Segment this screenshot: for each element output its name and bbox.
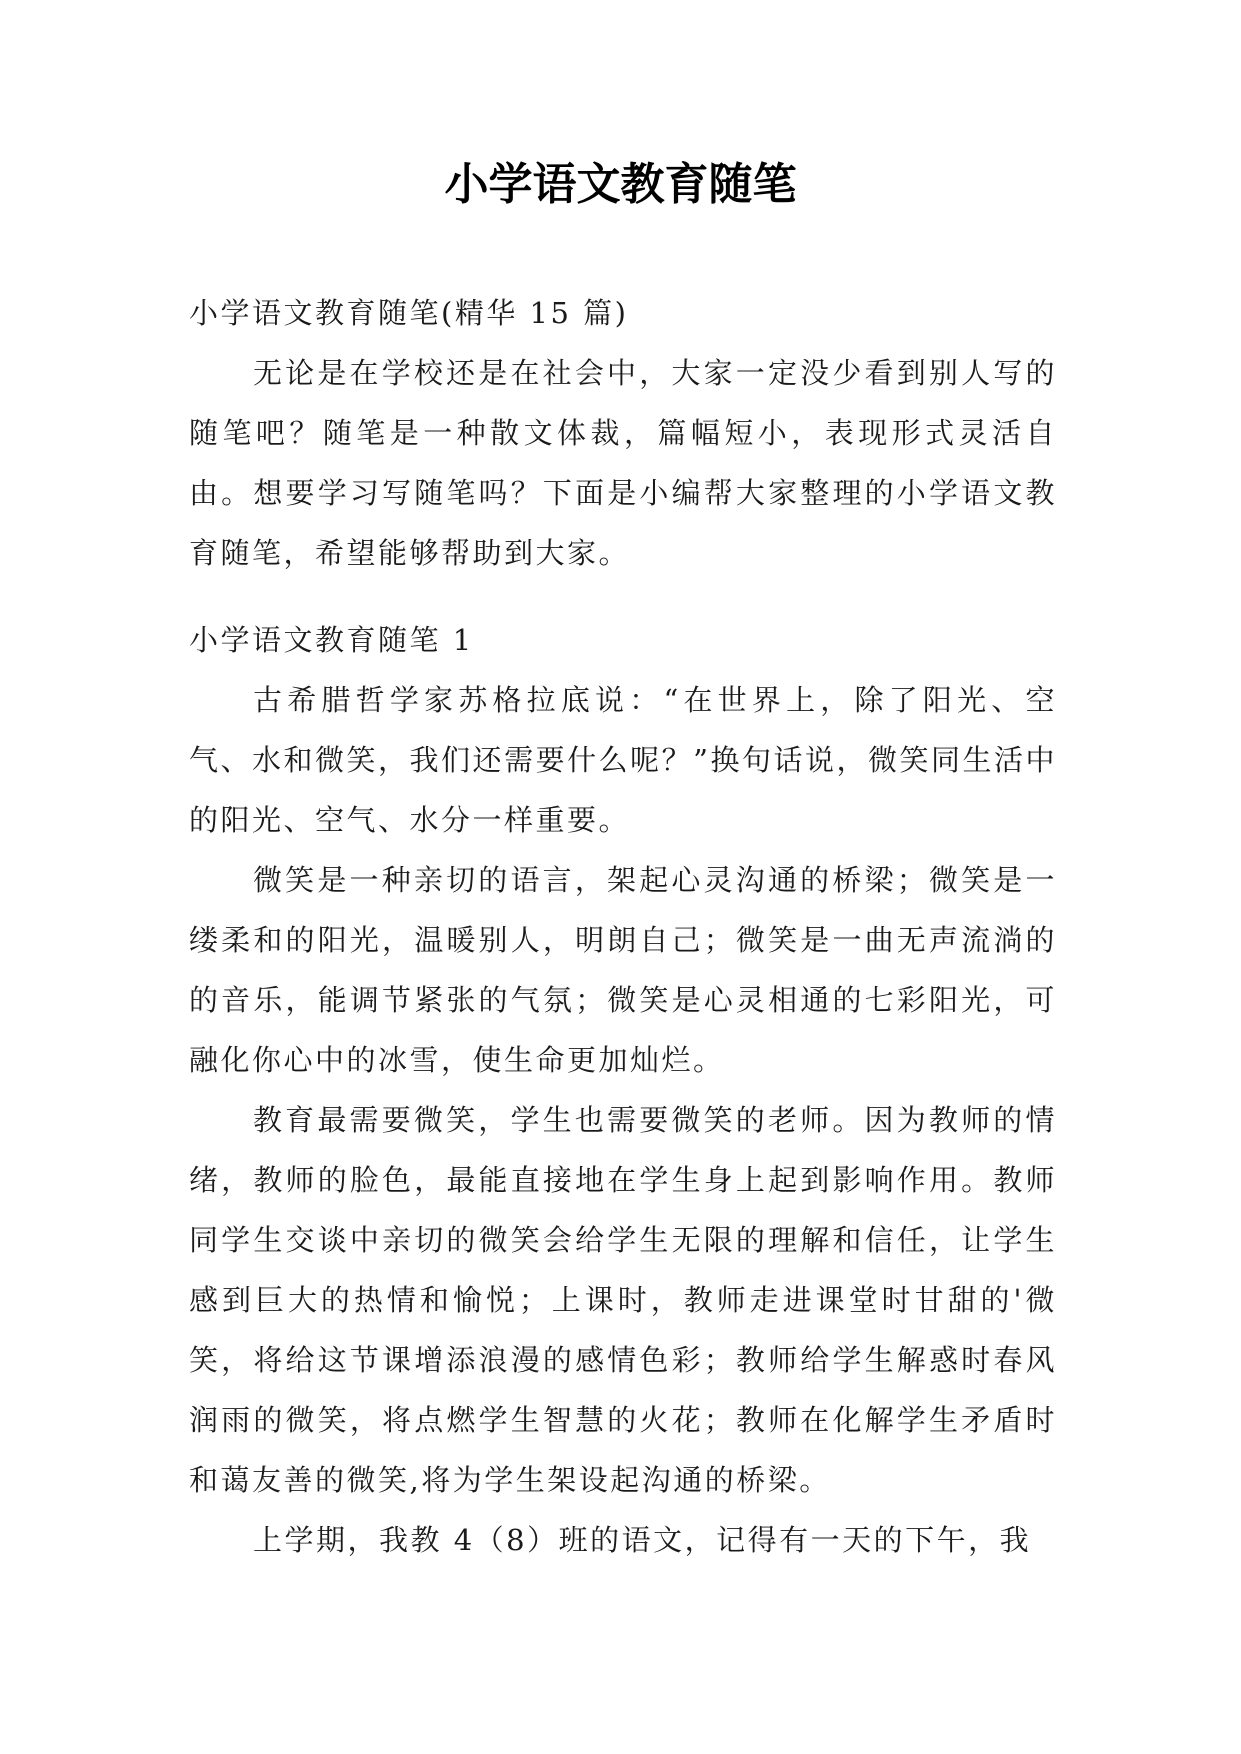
section-paragraph: 古希腊哲学家苏格拉底说：“在世界上，除了阳光、空气、水和微笑，我们还需要什么呢？”换句话说，微笑同生活中的阳光、空气、水分一样重要。 <box>189 683 1057 837</box>
document-title: 小学语文教育随笔 <box>444 159 797 210</box>
intro-block <box>189 283 1057 583</box>
section-heading: 小学语文教育随笔 1 <box>189 623 474 657</box>
section-paragraph: 上学期，我教 4（8）班的语文，记得有一天的下午，我 <box>253 1523 1032 1557</box>
section-1 <box>189 610 1057 1570</box>
intro-subtitle: 小学语文教育随笔(精华 15 篇) <box>189 296 629 330</box>
intro-paragraph: 无论是在学校还是在社会中，大家一定没少看到别人写的随笔吧？随笔是一种散文体裁，篇幅短小，表现形式灵活自由。想要学习写随笔吗？下面是小编帮大家整理的小学语文教育随笔，希望能够帮助到大家。 <box>189 356 1057 570</box>
section-paragraph: 教育最需要微笑，学生也需要微笑的老师。因为教师的情绪，教师的脸色，最能直接地在学生身上起到影响作用。教师同学生交谈中亲切的微笑会给学生无限的理解和信任，让学生感到巨大的热情和愉悦；上课时，教师走进课堂时甘甜的'微笑，将给这节课增添浪漫的感情色彩；教师给学生解惑时春风润雨的微笑，将点燃学生智慧的火花；教师在化解学生矛盾时和蔼友善的微笑,将为学生架设起沟通的桥梁。 <box>189 1103 1057 1497</box>
section-paragraph: 微笑是一种亲切的语言，架起心灵沟通的桥梁；微笑是一缕柔和的阳光，温暖别人，明朗自己；微笑是一曲无声流淌的的音乐，能调节紧张的气氛；微笑是心灵相通的七彩阳光，可融化你心中的冰雪，使生命更加灿烂。 <box>189 863 1057 1077</box>
